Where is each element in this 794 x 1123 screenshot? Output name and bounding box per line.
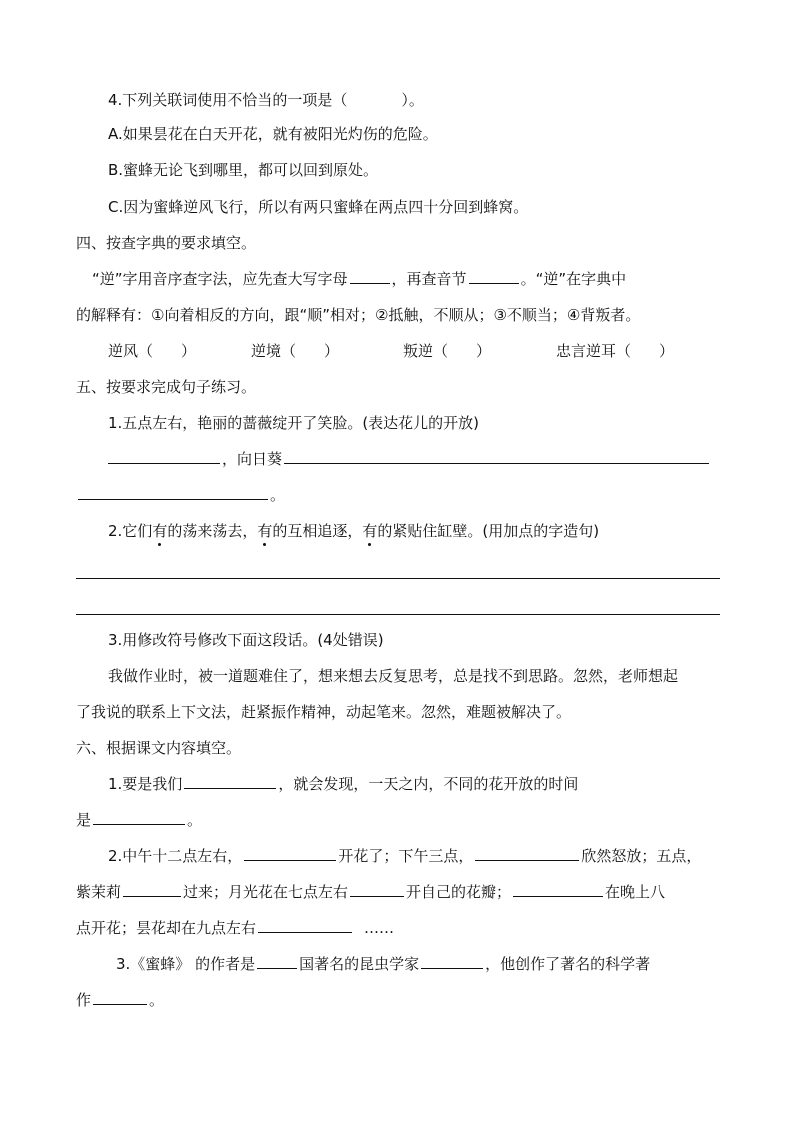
s5-q3: 3.用修改符号修改下面这段话。(4处错误) — [108, 631, 384, 649]
fill-blank[interactable] — [513, 882, 603, 897]
fill-blank[interactable] — [421, 954, 483, 969]
section-5-heading: 五、按要求完成句子练习。 — [76, 378, 257, 396]
fill-blank[interactable] — [184, 774, 276, 789]
s6-q2-line3: 点开花；昙花却在九点左右 …… — [76, 919, 395, 937]
s5-q3-paragraph-1: 我做作业时，被一道题难住了，想来想去反复思考，总是找不到思路。忽然，老师想起 — [108, 667, 679, 685]
s6-q1-line1: 1.要是我们 ，就会发现，一天之内，不同的花开放的时间 — [108, 775, 579, 793]
s4-word-3[interactable]: 叛逆（ ） — [403, 342, 492, 360]
answer-line-2[interactable] — [76, 614, 720, 615]
s6-q2-line1: 2.中午十二点左右， 开花了；下午三点， 欣然怒放；五点， — [108, 847, 702, 865]
answer-blank[interactable] — [349, 91, 399, 105]
fill-blank[interactable] — [258, 918, 352, 933]
s5-q1-line1: ，向日葵 — [106, 449, 711, 469]
sentence-blank-3[interactable] — [78, 485, 268, 500]
fill-blank[interactable] — [475, 846, 579, 861]
s5-q1: 1.五点左右，艳丽的蔷薇绽开了笑脸。(表达花儿的开放) — [108, 414, 480, 432]
fill-blank[interactable] — [93, 810, 185, 825]
s4-word-2[interactable]: 逆境（ ） — [251, 342, 340, 360]
fill-blank[interactable] — [350, 882, 404, 897]
fill-blank[interactable] — [123, 882, 181, 897]
s4-line1: “逆”字用音序查字法，应先查大写字母 ，再查音节 。“逆”在字典中 — [92, 270, 627, 288]
section-6-heading: 六、根据课文内容填空。 — [76, 739, 242, 757]
s6-q3-line2: 作 。 — [76, 991, 165, 1009]
s5-q3-paragraph-2: 了我说的联系上下文法，赶紧振作精神，动起笔来。忽然，难题被解决了。 — [76, 703, 572, 721]
fill-blank[interactable] — [93, 990, 147, 1005]
q4-option-b[interactable]: B.蜜蜂无论飞到哪里，都可以回到原处。 — [108, 161, 379, 179]
s4-line2: 的解释有：①向着相反的方向，跟“顺”相对；②抵触，不顺从；③不顺当；④背叛者。 — [76, 306, 641, 324]
s6-q1-line2: 是 。 — [76, 811, 203, 829]
s5-q1-line2: 。 — [76, 485, 285, 505]
s6-q3-line1: 3.《蜜蜂》 的作者是 国著名的昆虫学家 ，他创作了著名的科学著 — [116, 955, 651, 973]
s5-q2: 2.它们有的荡来荡去，有的互相追逐，有的紧贴住缸壁。(用加点的字造句) — [108, 522, 600, 540]
letter-blank[interactable] — [350, 269, 390, 284]
s4-word-1[interactable]: 逆风（ ） — [108, 342, 197, 360]
fill-blank[interactable] — [257, 954, 297, 969]
section-4-heading: 四、按查字典的要求填空。 — [76, 234, 257, 252]
q4-option-c[interactable]: C.因为蜜蜂逆风飞行，所以有两只蜜蜂在两点四十分回到蜂窝。 — [108, 198, 529, 216]
sentence-blank-1[interactable] — [108, 449, 220, 464]
q4-stem: 4.下列关联词使用不恰当的一项是（ ）。 — [108, 91, 424, 109]
syllable-blank[interactable] — [469, 269, 519, 284]
sentence-blank-2[interactable] — [284, 449, 709, 464]
s6-q2-line2: 紫茉莉 过来；月光花在七点左右 开自己的花瓣； 在晚上八 — [76, 883, 666, 901]
answer-line-1[interactable] — [76, 578, 720, 579]
s4-word-4[interactable]: 忠言逆耳（ ） — [556, 342, 675, 360]
q4-option-a[interactable]: A.如果昙花在白天开花，就有被阳光灼伤的危险。 — [108, 125, 438, 143]
fill-blank[interactable] — [244, 846, 336, 861]
